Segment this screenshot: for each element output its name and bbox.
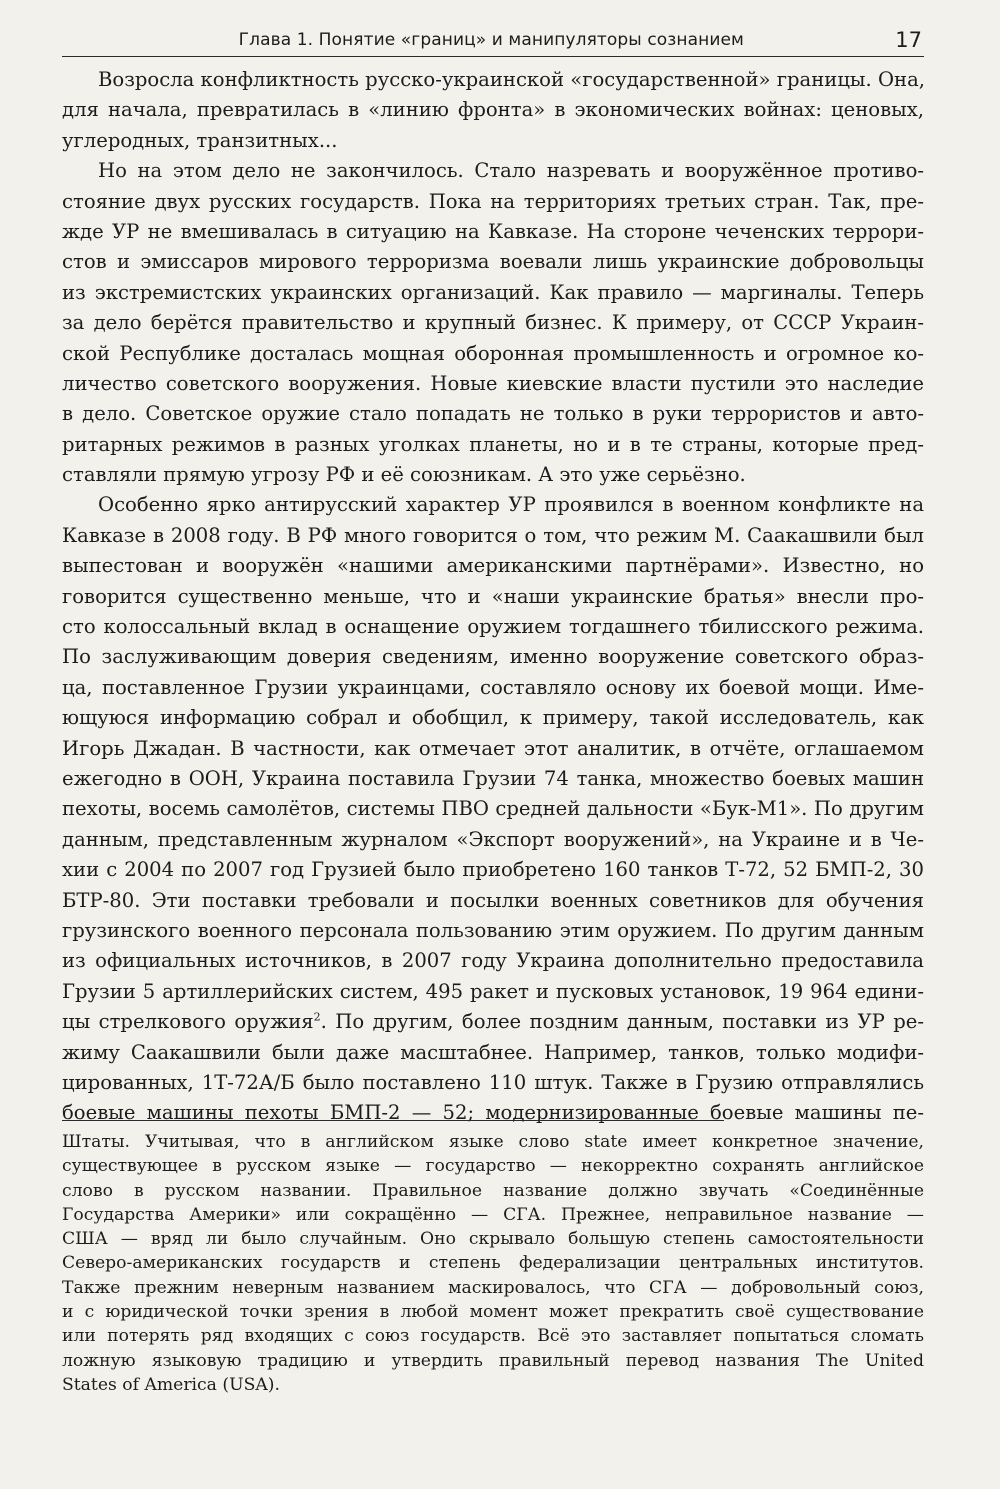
footnote-line: Государства Америки» или сокращённо — СГА. Прежнее, неправильное название — (62, 1204, 924, 1225)
text-line: личество советского вооружения. Новые киевские власти пустили это наследие (62, 371, 924, 395)
text-line: углеродных, транзитных... (62, 128, 338, 152)
text-line: ской Республике досталась мощная оборонная промышленность и огромное ко- (62, 341, 924, 365)
footnote-line: слово в русском названии. Правильное название должно звучать «Соединённые (62, 1180, 924, 1201)
footnote-line: Северо-американских государств и степень федерализации центральных институтов. (62, 1253, 924, 1274)
text-line: стояние двух русских государств. Пока на территориях третьих стран. Так, пре- (62, 189, 924, 213)
text-line: Особенно ярко антирусский характер УР проявился в военном конфликте на (98, 493, 924, 517)
text-line: Игорь Джадан. В частности, как отмечает этот аналитик, в отчёте, оглашаемом (62, 736, 924, 760)
text-line: жде УР не вмешивалась в ситуацию на Кавказе. На стороне чеченских террори- (62, 219, 924, 243)
text-line: ца, поставленное Грузии украинцами, составляло основу их боевой мощи. Име- (62, 675, 924, 699)
footnote-line: или потерять ряд входящих с союз государств. Всё это заставляет попытаться сломать (62, 1326, 924, 1347)
footnote-divider (62, 1120, 724, 1121)
text-line: Но на этом дело не закончилось. Стало назревать и вооружённое противо- (98, 159, 924, 183)
footnote-line: и с юридической точки зрения в любой момент может прекратить своё существование (62, 1302, 924, 1323)
text-line: Грузии 5 артиллерийских систем, 495 ракет и пусковых установок, 19 964 едини- (62, 979, 924, 1003)
text-line: По заслуживающим доверия сведениям, именно вооружение советского образ- (62, 645, 924, 669)
text-line: говорится существенно меньше, что и «наши украинские братья» внесли про- (62, 584, 924, 608)
running-title: Глава 1. Понятие «границ» и манипуляторы сознанием (238, 30, 744, 50)
footnote-line: ложную языковую традицию и утвердить правильный перевод названия The United (62, 1350, 924, 1371)
text-line: БТР-80. Эти поставки требовали и посылки военных советников для обучения (62, 888, 924, 912)
text-line: стов и эмиссаров мирового терроризма воевали лишь украинские добровольцы (62, 250, 924, 274)
text-line: за дело берётся правительство и крупный бизнес. К примеру, от СССР Украин- (62, 311, 924, 335)
text-line (62, 1007, 924, 1037)
footnote-line: States of America (USA). (62, 1374, 280, 1395)
running-header (62, 28, 924, 57)
text-line: сто колоссальный вклад в оснащение оружием тогдашнего тбилисского режима. (62, 615, 924, 639)
text-line: для начала, превратилась в «линию фронта» в экономических войнах: ценовых, (62, 98, 924, 122)
text-line: Кавказе в 2008 году. В РФ много говорится о том, что режим М. Саакашвили был (62, 523, 924, 547)
footnote-line: США — вряд ли было случайным. Оно скрывало большую степень самостоятельности (62, 1229, 924, 1250)
text-line: из официальных источников, в 2007 году Украина дополнительно предоставила (62, 949, 924, 973)
footnote (62, 1130, 924, 1397)
text-line: ставляли прямую угрозу РФ и её союзникам. А это уже серьёзно. (62, 463, 746, 487)
text-line: пехоты, восемь самолётов, системы ПВО средней дальности «Бук-М1». По другим (62, 797, 924, 821)
text-line: выпестован и вооружён «нашими американскими партнёрами». Известно, но (62, 554, 924, 578)
text-line: ритарных режимов в разных уголках планеты, но и в те страны, которые пред- (62, 432, 924, 456)
footnote-line: существующее в русском языке — государство — некорректно сохранять английское (62, 1156, 924, 1177)
text-line: хии с 2004 по 2007 год Грузией было приобретено 160 танков Т-72, 52 БМП-2, 30 (62, 858, 924, 882)
text-line: цированных, 1Т-72А/Б было поставлено 110 штук. Также в Грузию отправлялись (62, 1070, 924, 1094)
text-line: Возросла конфликтность русско-украинской «государственной» границы. Она, (98, 68, 926, 91)
text-line: в дело. Советское оружие стало попадать не только в руки террористов и авто- (62, 402, 924, 426)
text-line: ежегодно в ООН, Украина поставила Грузии 74 танка, множество боевых машин (62, 766, 924, 790)
text-line: грузинского военного персонала пользованию этим оружием. По другим данным (62, 918, 924, 942)
footnote-line: Штаты. Учитывая, что в английском языке слово state имеет конкретное значение, (62, 1132, 924, 1152)
text-fragment: . По другим, более поздним данным, поставки из УР ре- (320, 1010, 924, 1034)
text-line: боевые машины пехоты БМП-2 — 52; модернизированные боевые машины пе- (62, 1101, 924, 1125)
footnote-reference[interactable]: 2 (313, 1010, 321, 1024)
text-fragment: цы стрелкового оружия (62, 1010, 314, 1034)
text-line: жиму Саакашвили были даже масштабнее. Например, танков, только модифи- (62, 1040, 924, 1064)
text-line: ющуюся информацию собрал и обобщил, к примеру, такой исследователь, как (62, 706, 924, 730)
text-line: данным, представленным журналом «Экспорт вооружений», на Украине и в Че- (62, 827, 924, 851)
main-text (62, 65, 924, 1129)
footnote-line: Также прежним неверным названием маскировалось, что СГА — добровольный союз, (62, 1277, 924, 1298)
page-number: 17 (895, 28, 922, 52)
text-line: из экстремистских украинских организаций. Как правило — маргиналы. Теперь (62, 280, 924, 304)
